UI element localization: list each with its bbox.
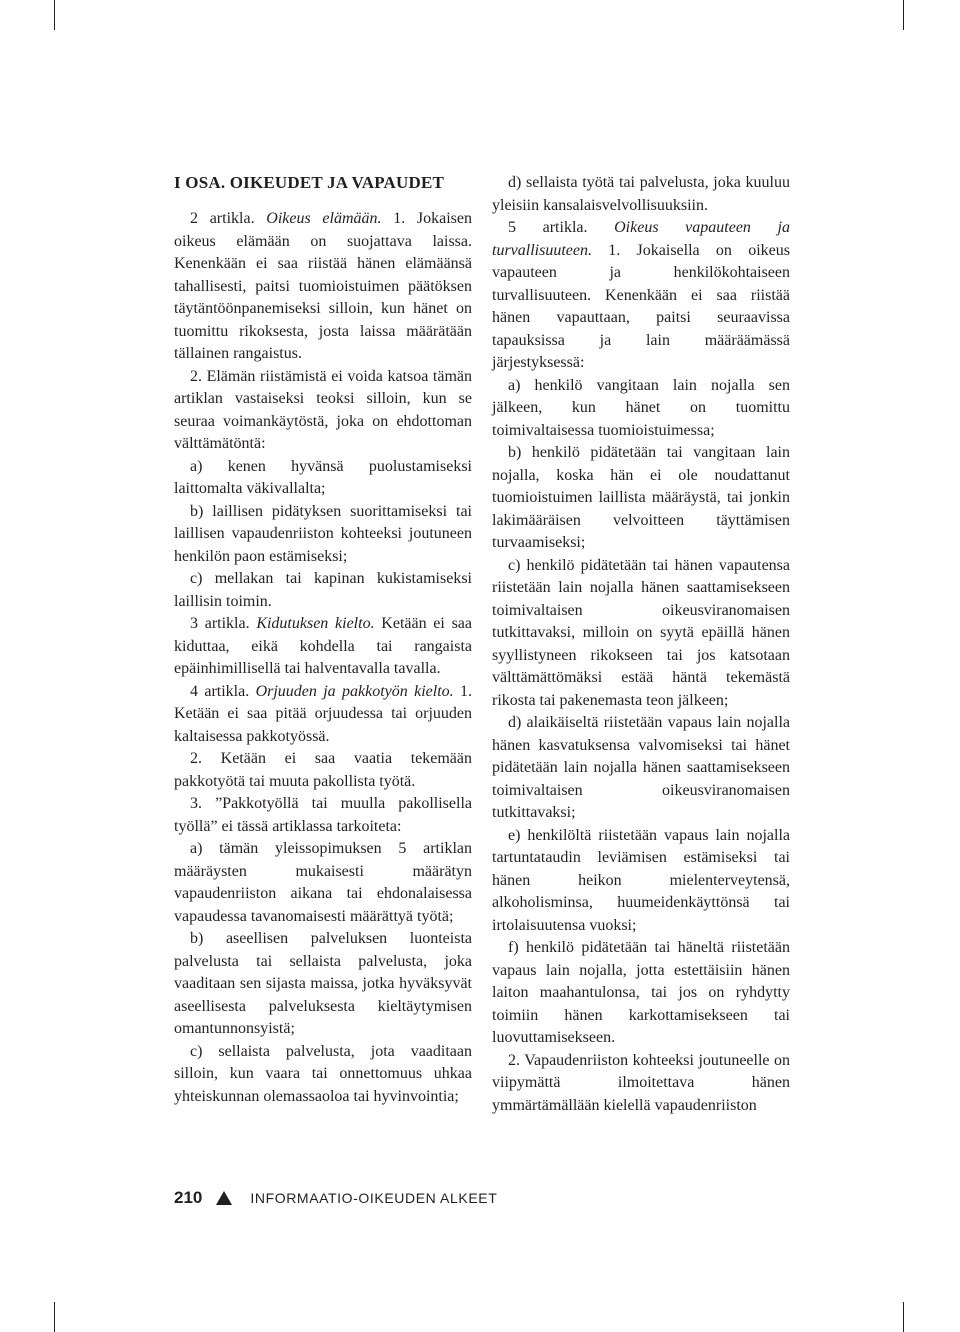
article-5-item-a: a) henkilö vangitaan lain nojalla sen jälkeen, kun hänet on tuomittu toimivaltaisessa tuomioistuimessa;	[492, 376, 790, 439]
part-heading: I OSA. OIKEUDET JA VAPAUDET	[174, 173, 445, 192]
article-title: Orjuuden ja pakkotyön kielto.	[255, 682, 454, 700]
article-5-paragraph-2: 2. Vapaudenriiston kohteeksi joutuneelle on viipymättä ilmoitettava hänen ymmärtämällään kielellä vapaudenriiston	[492, 1051, 790, 1114]
page-footer	[174, 1186, 497, 1210]
article-4-item-c: c) sellaista palvelusta, jota vaaditaan silloin, kun vaara tai onnettomuus uhkaa yhteiskunnan olemassaoloa tai hyvinvointia;	[174, 1042, 472, 1105]
article-5-paragraph-1	[492, 217, 790, 375]
article-5-item-e: e) henkilöltä riistetään vapaus lain nojalla tartuntataudin leviämisen estämiseksi tai hänen heikon mielenterveytensä, alkoholisminsa, huumeidenkäyttönsä tai irtolaisuutensa vuoksi;	[492, 826, 790, 934]
right-column	[492, 172, 790, 1117]
article-5-item-b: b) henkilö pidätetään tai vangitaan lain nojalla, koska hän ei ole noudattanut tuomioistuimen laillista määräystä, tai jonkin lakimääräisen velvoitteen täyttämisen turvaamiseksi;	[492, 444, 790, 551]
article-5-item-d: d) alaikäiseltä riistetään vapaus lain nojalla hänen kasvatuksensa valvomiseksi tai hänet pidätetään lain nojalla hänen saattamisekseen toimivaltaisen oikeusviranomaisen tutkittavaksi;	[492, 714, 790, 821]
article-text: Ketään ei saa kiduttaa, eikä kohdella tai rangaista epäinhimillisellä tai halventavalla tavalla.	[174, 615, 472, 677]
crop-mark-top-left	[54, 0, 55, 30]
page-number: 210	[174, 1188, 203, 1207]
article-5-item-c: c) henkilö pidätetään tai hänen vapautensa riistetään lain nojalla hänen saattamisekseen toimivaltaisen oikeusviranomaisen tutkittavaksi, milloin on syytä epäillä hänen syyllistyneen rikokseen tai jos katsotaan välttämättömäksi estää häntä tekemästä rikosta tai pakenemasta teon jälkeen;	[492, 556, 790, 709]
article-2-item-b: b) laillisen pidätyksen suorittamiseksi tai laillisen vapaudenriiston kohteeksi joutuneen henkilön paon estämiseksi;	[174, 502, 472, 565]
article-2-item-a: a) kenen hyvänsä puolustamiseksi laittomalta väkivallalta;	[174, 457, 472, 497]
article-title: Oikeus vapauteen ja turvallisuuteen.	[492, 219, 790, 259]
article-2-item-c: c) mellakan tai kapinan kukistamiseksi laillisin toimin.	[174, 570, 472, 610]
article-text: 1. Jokaisen oikeus elämään on suojattava laissa. Kenenkään ei saa riistää hänen elämäänsä tahallisesti, paitsi tuomioistuimen päätöksen täytäntöönpanemiseksi silloin, kun hänet on tuomittu rikoksesta, josta laissa määrätään tällainen rangaistus.	[174, 210, 472, 362]
crop-mark-bottom-right	[903, 1302, 904, 1332]
triangle-icon	[216, 1191, 232, 1205]
article-2-paragraph-1	[174, 208, 472, 366]
article-text: 1. Ketään ei saa pitää orjuudessa tai orjuuden kaltaisessa pakkotyössä.	[174, 682, 472, 745]
crop-mark-bottom-left	[54, 1302, 55, 1332]
article-5-item-f: f) henkilö pidätetään tai häneltä riistetään vapaus lain nojalla, jotta estettäisiin hänen laiton maahantulonsa, tai jos on ryhdytty toimiin hänen karkottamisekseen tai luovuttamisekseen.	[492, 939, 790, 1046]
crop-mark-top-right	[903, 0, 904, 30]
article-number: 4 artikla.	[190, 682, 256, 700]
left-column	[174, 172, 472, 1108]
article-4-paragraph-1	[174, 681, 472, 749]
article-4-item-b: b) aseellisen palveluksen luonteista palvelusta tai sellaista palvelusta, joka vaaditaan sen sijasta maissa, jotka hyväksyvät aseellisesta palveluksesta kieltäytymisen omantunnonsyistä;	[174, 930, 472, 1037]
article-4-item-d: d) sellaista työtä tai palvelusta, joka kuuluu yleisiin kansalaisvelvollisuuksiin.	[492, 174, 790, 214]
book-title: INFORMAATIO-OIKEUDEN ALKEET	[250, 1190, 498, 1206]
article-number: 3 artikla.	[190, 615, 257, 632]
article-number: 5 artikla.	[508, 219, 615, 236]
article-title: Oikeus elämään.	[266, 210, 382, 227]
article-4-paragraph-3: 3. ”Pakkotyöllä tai muulla pakollisella työllä” ei tässä artiklassa tarkoiteta:	[174, 795, 472, 835]
article-text: 1. Jokaisella on oikeus vapauteen ja henkilökohtaiseen turvallisuuteen. Kenenkään ei saa riistää hänen vapauttaan, paitsi seuraavissa tapauksissa ja lain määräämässä järjestyksessä:	[492, 241, 790, 371]
article-3	[174, 613, 472, 681]
article-4-item-a: a) tämän yleissopimuksen 5 artiklan määräysten mukaisesti määrätyn vapaudenriiston aikana tai ehdonalaisessa vapaudessa tavanomaisesti määrättyä työtä;	[174, 840, 472, 925]
article-2-paragraph-2: 2. Elämän riistämistä ei voida katsoa tämän artiklan vastaiseksi teoksi silloin, kun se seuraa voimankäytöstä, joka on ehdottoman välttämätöntä:	[174, 367, 472, 452]
article-number: 2 artikla.	[190, 210, 267, 227]
article-4-paragraph-2: 2. Ketään ei saa vaatia tekemään pakkotyötä tai muuta pakollista työtä.	[174, 750, 472, 790]
article-title: Kidutuksen kielto.	[256, 615, 375, 632]
